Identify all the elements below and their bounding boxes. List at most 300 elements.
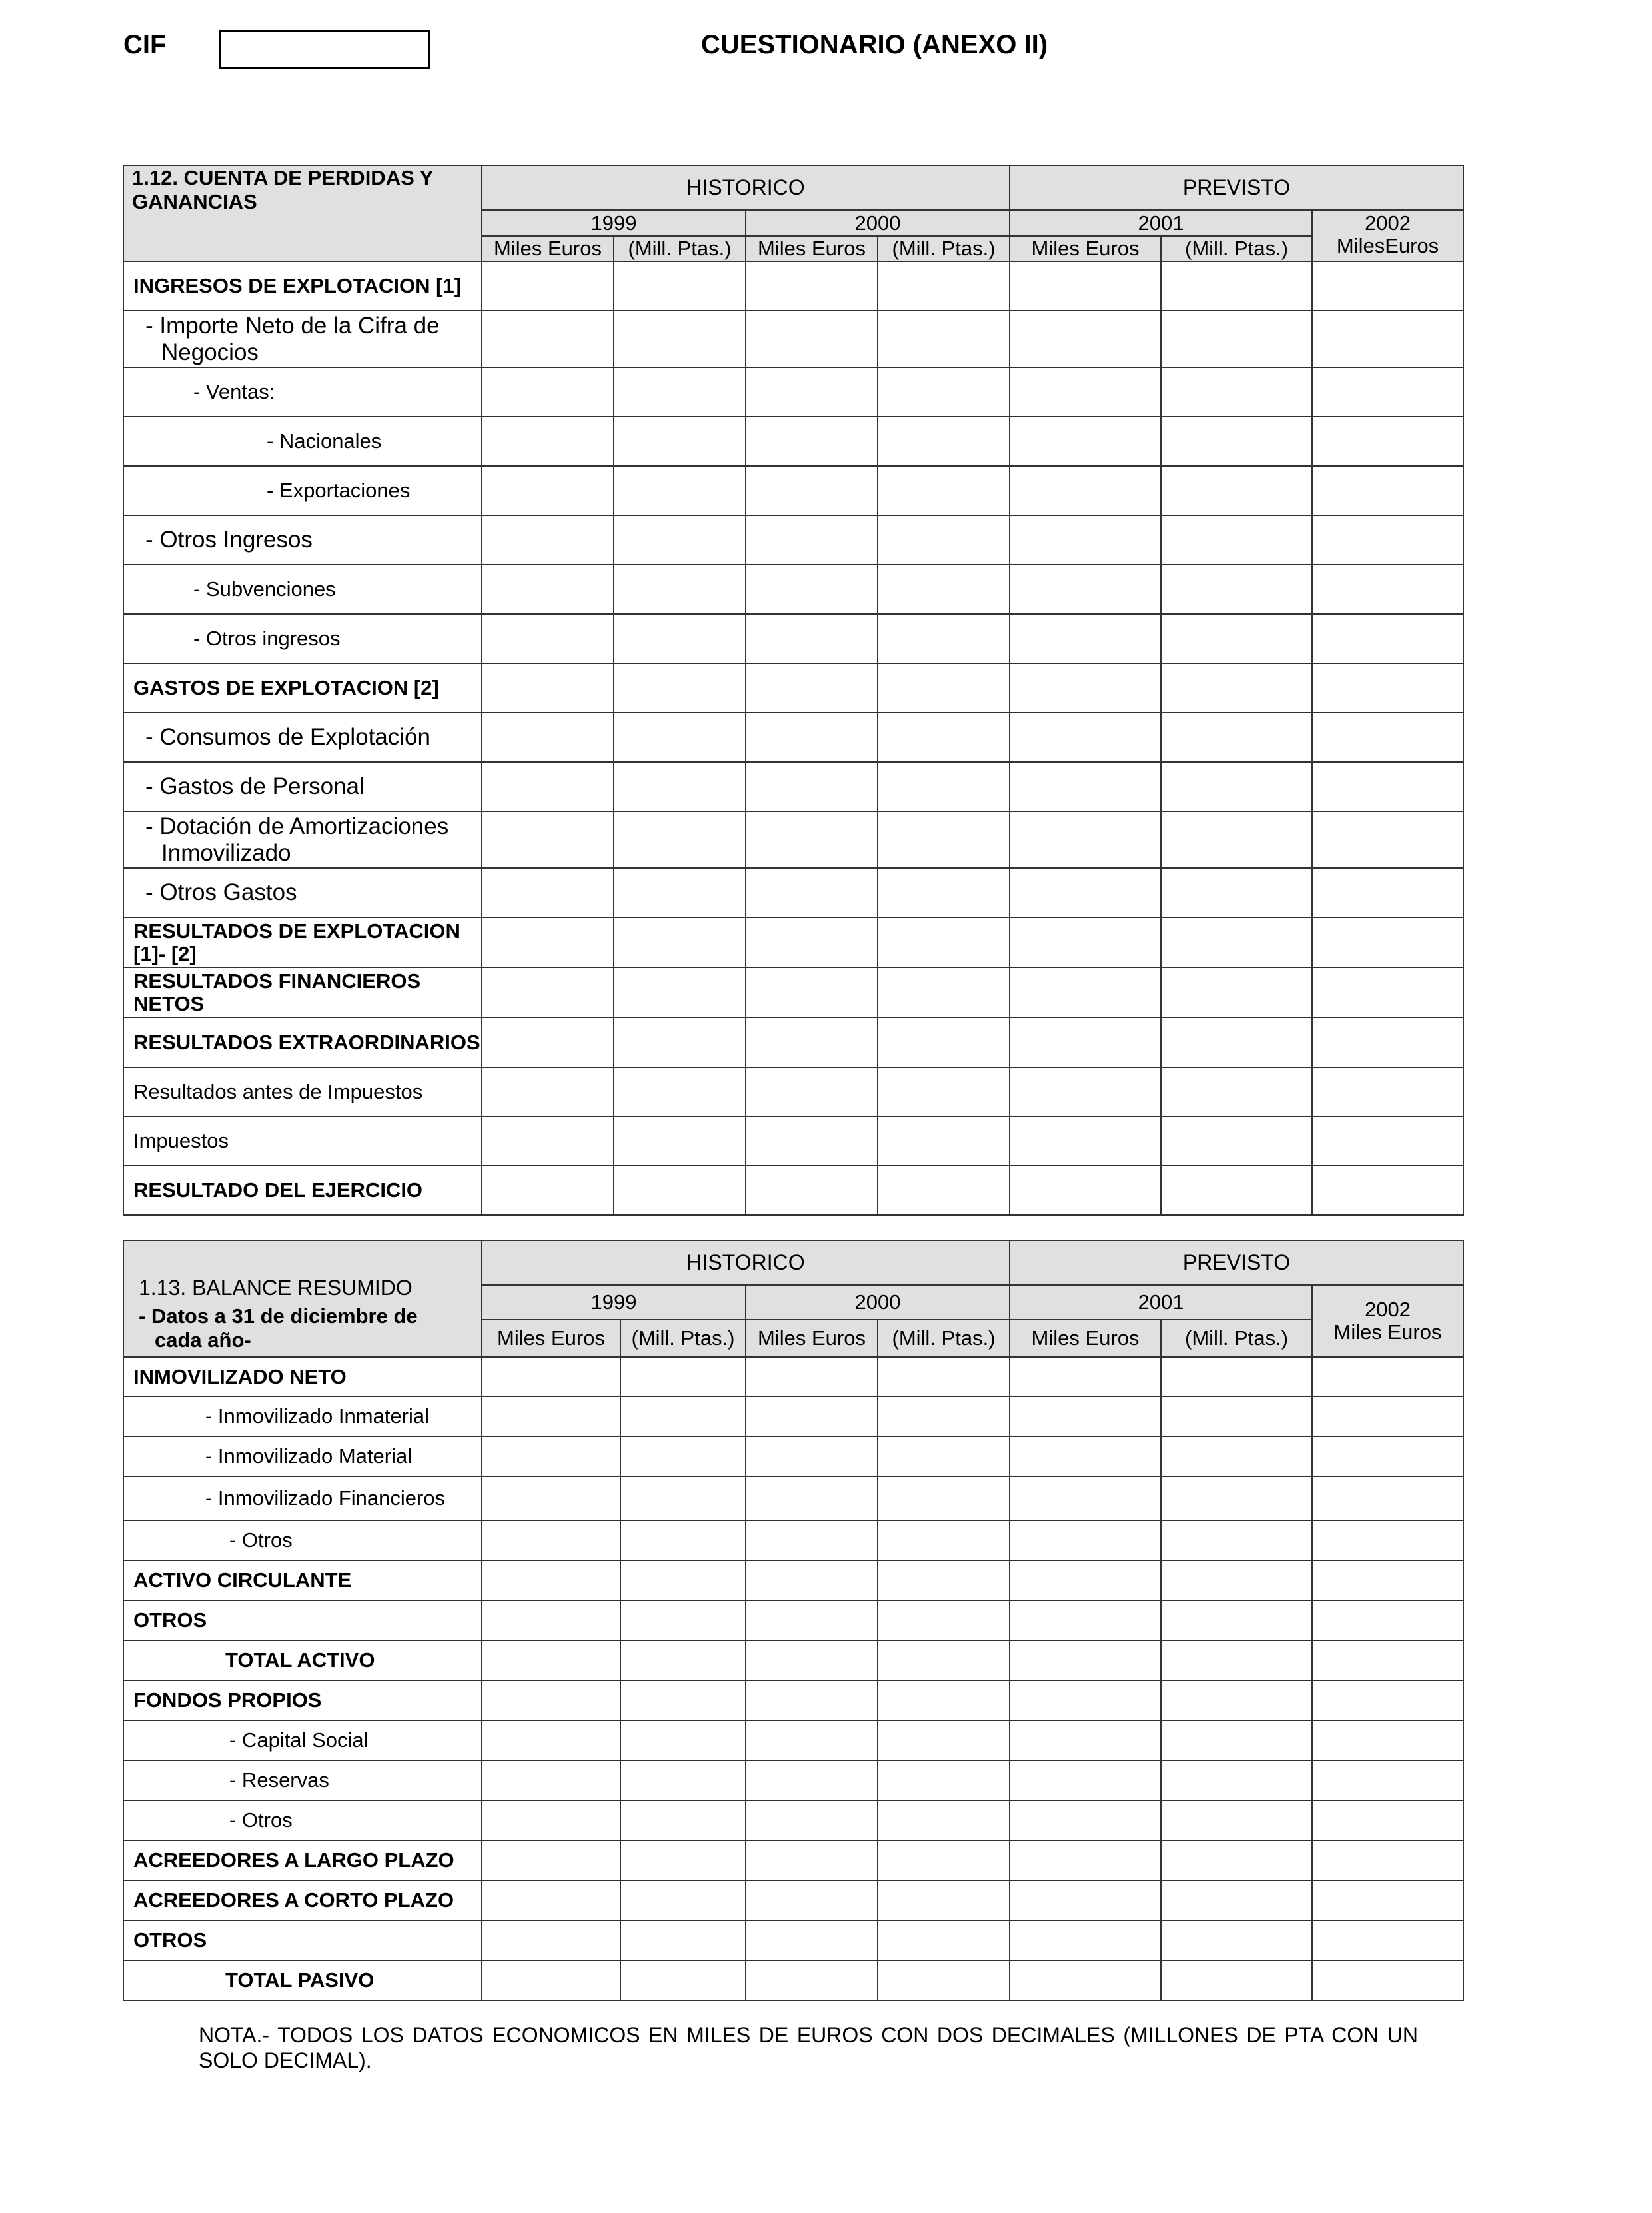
value-cell[interactable] <box>1010 466 1161 515</box>
value-cell[interactable] <box>1161 1800 1312 1840</box>
value-cell[interactable] <box>1161 1600 1312 1640</box>
value-cell[interactable] <box>1161 1680 1312 1720</box>
value-cell[interactable] <box>482 1640 620 1680</box>
table-row <box>123 1560 1463 1600</box>
value-cell[interactable] <box>620 1880 746 1920</box>
value-cell[interactable] <box>482 1436 620 1476</box>
value-cell[interactable] <box>614 663 746 713</box>
row-label: ACREEDORES A CORTO PLAZO <box>123 1880 482 1920</box>
value-cell[interactable] <box>1010 967 1161 1017</box>
value-cell[interactable] <box>878 1520 1010 1560</box>
value-cell[interactable] <box>1161 1476 1312 1520</box>
value-cell[interactable] <box>620 1520 746 1560</box>
value-cell[interactable] <box>746 1476 878 1520</box>
value-cell[interactable] <box>482 1800 620 1840</box>
value-cell[interactable] <box>746 1067 878 1116</box>
value-cell[interactable] <box>1161 367 1312 417</box>
value-cell[interactable] <box>1161 614 1312 663</box>
value-cell[interactable] <box>878 1880 1010 1920</box>
value-cell[interactable] <box>1010 1840 1161 1880</box>
value-cell[interactable] <box>1312 713 1463 762</box>
value-cell[interactable] <box>1010 713 1161 762</box>
value-cell[interactable] <box>614 614 746 663</box>
value-cell[interactable] <box>1312 515 1463 565</box>
value-cell[interactable] <box>614 565 746 614</box>
value-cell[interactable] <box>620 1396 746 1436</box>
value-cell[interactable] <box>1010 1357 1161 1396</box>
value-cell[interactable] <box>878 663 1010 713</box>
value-cell[interactable] <box>1161 1560 1312 1600</box>
value-cell[interactable] <box>614 1067 746 1116</box>
value-cell[interactable] <box>1010 917 1161 967</box>
value-cell[interactable] <box>878 1760 1010 1800</box>
value-cell[interactable] <box>1312 1800 1463 1840</box>
value-cell[interactable] <box>1312 311 1463 367</box>
value-cell[interactable] <box>482 1067 614 1116</box>
value-cell[interactable] <box>482 1116 614 1166</box>
value-cell[interactable] <box>614 1166 746 1215</box>
value-cell[interactable] <box>1312 1520 1463 1560</box>
value-cell[interactable] <box>620 1920 746 1960</box>
value-cell[interactable] <box>1010 811 1161 868</box>
value-cell[interactable] <box>614 811 746 868</box>
value-cell[interactable] <box>1161 1880 1312 1920</box>
row-label: RESULTADOS DE EXPLOTACION [1]- [2] <box>123 917 482 967</box>
value-cell[interactable] <box>878 417 1010 466</box>
value-cell[interactable] <box>746 1396 878 1436</box>
value-cell[interactable] <box>746 261 878 311</box>
table-row <box>123 1476 1463 1520</box>
value-cell[interactable] <box>746 614 878 663</box>
value-cell[interactable] <box>878 1436 1010 1476</box>
value-cell[interactable] <box>878 1166 1010 1215</box>
value-cell[interactable] <box>1312 917 1463 967</box>
value-cell[interactable] <box>1010 1880 1161 1920</box>
value-cell[interactable] <box>1010 311 1161 367</box>
value-cell[interactable] <box>482 1920 620 1960</box>
value-cell[interactable] <box>1161 466 1312 515</box>
value-cell[interactable] <box>1312 261 1463 311</box>
value-cell[interactable] <box>1010 1116 1161 1166</box>
value-cell[interactable] <box>878 311 1010 367</box>
value-cell[interactable] <box>482 917 614 967</box>
value-cell[interactable] <box>1161 967 1312 1017</box>
row-label: INGRESOS DE EXPLOTACION [1] <box>123 261 482 311</box>
value-cell[interactable] <box>878 868 1010 917</box>
value-cell[interactable] <box>1161 515 1312 565</box>
cif-input[interactable] <box>219 30 430 69</box>
value-cell[interactable] <box>878 261 1010 311</box>
value-cell[interactable] <box>620 1760 746 1800</box>
value-cell[interactable] <box>746 762 878 811</box>
value-cell[interactable] <box>614 762 746 811</box>
value-cell[interactable] <box>1010 1920 1161 1960</box>
value-cell[interactable] <box>1010 261 1161 311</box>
value-cell[interactable] <box>1161 261 1312 311</box>
value-cell[interactable] <box>1010 1436 1161 1476</box>
value-cell[interactable] <box>1010 1600 1161 1640</box>
value-cell[interactable] <box>1312 1680 1463 1720</box>
value-cell[interactable] <box>620 1840 746 1880</box>
value-cell[interactable] <box>878 1680 1010 1720</box>
value-cell[interactable] <box>878 1960 1010 2000</box>
table-row <box>123 663 1463 713</box>
previsto-header: PREVISTO <box>1010 165 1463 210</box>
row-label: ACTIVO CIRCULANTE <box>123 1560 482 1600</box>
table-row <box>123 1520 1463 1560</box>
value-cell[interactable] <box>482 1520 620 1560</box>
value-cell[interactable] <box>620 1960 746 2000</box>
value-cell[interactable] <box>1312 614 1463 663</box>
historico-header: HISTORICO <box>482 1240 1010 1285</box>
value-cell[interactable] <box>1010 515 1161 565</box>
table-row <box>123 614 1463 663</box>
value-cell[interactable] <box>482 811 614 868</box>
value-cell[interactable] <box>1312 762 1463 811</box>
value-cell[interactable] <box>746 1960 878 2000</box>
row-label: - Ventas: <box>123 367 482 417</box>
row-label: Impuestos <box>123 1116 482 1166</box>
value-cell[interactable] <box>1312 1560 1463 1600</box>
value-cell[interactable] <box>1010 1396 1161 1436</box>
value-cell[interactable] <box>1161 565 1312 614</box>
table-row <box>123 466 1463 515</box>
value-cell[interactable] <box>1010 1760 1161 1800</box>
value-cell[interactable] <box>1161 1520 1312 1560</box>
value-cell[interactable] <box>482 1017 614 1067</box>
value-cell[interactable] <box>1312 1116 1463 1166</box>
unit-mill-ptas: (Mill. Ptas.) <box>614 236 746 261</box>
value-cell[interactable] <box>1312 466 1463 515</box>
year-2002-label: 2002 <box>1365 1298 1411 1321</box>
value-cell[interactable] <box>878 1396 1010 1436</box>
value-cell[interactable] <box>746 663 878 713</box>
value-cell[interactable] <box>1312 1960 1463 2000</box>
value-cell[interactable] <box>746 1640 878 1680</box>
value-cell[interactable] <box>1010 1640 1161 1680</box>
value-cell[interactable] <box>1010 1520 1161 1560</box>
value-cell[interactable] <box>482 1396 620 1436</box>
value-cell[interactable] <box>1312 1720 1463 1760</box>
value-cell[interactable] <box>1010 367 1161 417</box>
value-cell[interactable] <box>1161 713 1312 762</box>
value-cell[interactable] <box>878 367 1010 417</box>
row-label: RESULTADOS FINANCIEROS NETOS <box>123 967 482 1017</box>
value-cell[interactable] <box>482 614 614 663</box>
row-label: RESULTADOS EXTRAORDINARIOS <box>123 1017 482 1067</box>
value-cell[interactable] <box>482 565 614 614</box>
value-cell[interactable] <box>746 811 878 868</box>
value-cell[interactable] <box>1161 311 1312 367</box>
value-cell[interactable] <box>746 311 878 367</box>
table-row <box>123 261 1463 311</box>
value-cell[interactable] <box>1312 1920 1463 1960</box>
value-cell[interactable] <box>878 1600 1010 1640</box>
value-cell[interactable] <box>482 515 614 565</box>
value-cell[interactable] <box>1161 1960 1312 2000</box>
value-cell[interactable] <box>1010 1720 1161 1760</box>
value-cell[interactable] <box>482 1680 620 1720</box>
value-cell[interactable] <box>746 417 878 466</box>
value-cell[interactable] <box>1161 811 1312 868</box>
row-label: - Otros Ingresos <box>123 515 482 565</box>
value-cell[interactable] <box>1312 1760 1463 1800</box>
value-cell[interactable] <box>482 762 614 811</box>
value-cell[interactable] <box>878 811 1010 868</box>
value-cell[interactable] <box>746 466 878 515</box>
year-2002-header <box>1312 1285 1463 1357</box>
table-row <box>123 868 1463 917</box>
table-row <box>123 1720 1463 1760</box>
value-cell[interactable] <box>1161 917 1312 967</box>
value-cell[interactable] <box>482 663 614 713</box>
value-cell[interactable] <box>1161 1760 1312 1800</box>
value-cell[interactable] <box>878 1640 1010 1680</box>
table-row <box>123 1760 1463 1800</box>
value-cell[interactable] <box>746 1357 878 1396</box>
value-cell[interactable] <box>1161 1920 1312 1960</box>
unit-miles-euros: Miles Euros <box>746 236 878 261</box>
value-cell[interactable] <box>1161 1720 1312 1760</box>
value-cell[interactable] <box>1161 1840 1312 1880</box>
value-cell[interactable] <box>878 762 1010 811</box>
table-row <box>123 1017 1463 1067</box>
value-cell[interactable] <box>620 1800 746 1840</box>
value-cell[interactable] <box>1312 1600 1463 1640</box>
value-cell[interactable] <box>614 466 746 515</box>
value-cell[interactable] <box>878 1800 1010 1840</box>
value-cell[interactable] <box>746 1436 878 1476</box>
value-cell[interactable] <box>746 1920 878 1960</box>
value-cell[interactable] <box>878 614 1010 663</box>
value-cell[interactable] <box>1010 614 1161 663</box>
value-cell[interactable] <box>482 1720 620 1760</box>
value-cell[interactable] <box>1010 1560 1161 1600</box>
value-cell[interactable] <box>746 967 878 1017</box>
value-cell[interactable] <box>482 967 614 1017</box>
row-label: Resultados antes de Impuestos <box>123 1067 482 1116</box>
value-cell[interactable] <box>878 1067 1010 1116</box>
value-cell[interactable] <box>746 1760 878 1800</box>
value-cell[interactable] <box>746 1600 878 1640</box>
value-cell[interactable] <box>746 1560 878 1600</box>
value-cell[interactable] <box>746 1116 878 1166</box>
value-cell[interactable] <box>746 1840 878 1880</box>
value-cell[interactable] <box>1312 565 1463 614</box>
value-cell[interactable] <box>482 417 614 466</box>
value-cell[interactable] <box>614 515 746 565</box>
value-cell[interactable] <box>620 1476 746 1520</box>
row-label: - Otros ingresos <box>123 614 482 663</box>
row-label: TOTAL PASIVO <box>123 1960 482 2000</box>
value-cell[interactable] <box>482 1840 620 1880</box>
value-cell[interactable] <box>1312 967 1463 1017</box>
table-row <box>123 515 1463 565</box>
value-cell[interactable] <box>482 1880 620 1920</box>
value-cell[interactable] <box>1010 762 1161 811</box>
value-cell[interactable] <box>746 1166 878 1215</box>
row-label: - Otros Gastos <box>123 868 482 917</box>
value-cell[interactable] <box>746 1800 878 1840</box>
value-cell[interactable] <box>620 1560 746 1600</box>
value-cell[interactable] <box>1161 762 1312 811</box>
row-label: - Reservas <box>123 1760 482 1800</box>
value-cell[interactable] <box>1312 1067 1463 1116</box>
table-row <box>123 1116 1463 1166</box>
value-cell[interactable] <box>1312 1396 1463 1436</box>
table-subtitle: - Datos a 31 de diciembre de cada año- <box>139 1304 418 1352</box>
value-cell[interactable] <box>878 466 1010 515</box>
value-cell[interactable] <box>482 1560 620 1600</box>
value-cell[interactable] <box>482 1600 620 1640</box>
year-2000-header: 2000 <box>746 1285 1010 1320</box>
value-cell[interactable] <box>746 367 878 417</box>
value-cell[interactable] <box>1312 868 1463 917</box>
value-cell[interactable] <box>1312 1880 1463 1920</box>
value-cell[interactable] <box>620 1640 746 1680</box>
value-cell[interactable] <box>482 261 614 311</box>
value-cell[interactable] <box>878 1920 1010 1960</box>
value-cell[interactable] <box>1312 1476 1463 1520</box>
value-cell[interactable] <box>746 1880 878 1920</box>
table-row <box>123 713 1463 762</box>
value-cell[interactable] <box>878 515 1010 565</box>
value-cell[interactable] <box>878 1357 1010 1396</box>
value-cell[interactable] <box>1010 1476 1161 1520</box>
value-cell[interactable] <box>482 1166 614 1215</box>
value-cell[interactable] <box>1312 417 1463 466</box>
value-cell[interactable] <box>878 713 1010 762</box>
value-cell[interactable] <box>620 1357 746 1396</box>
table-row <box>123 1166 1463 1215</box>
value-cell[interactable] <box>1312 1357 1463 1396</box>
value-cell[interactable] <box>1161 1357 1312 1396</box>
value-cell[interactable] <box>614 713 746 762</box>
value-cell[interactable] <box>1161 663 1312 713</box>
table-row <box>123 1880 1463 1920</box>
table-row <box>123 1067 1463 1116</box>
value-cell[interactable] <box>620 1436 746 1476</box>
table-title-cell <box>123 165 482 261</box>
value-cell[interactable] <box>746 1720 878 1760</box>
value-cell[interactable] <box>1010 417 1161 466</box>
value-cell[interactable] <box>614 917 746 967</box>
row-label: - Dotación de Amortizaciones Inmovilizado <box>123 811 482 868</box>
value-cell[interactable] <box>1161 1436 1312 1476</box>
value-cell[interactable] <box>620 1680 746 1720</box>
value-cell[interactable] <box>614 417 746 466</box>
value-cell[interactable] <box>746 515 878 565</box>
value-cell[interactable] <box>1161 417 1312 466</box>
value-cell[interactable] <box>1010 868 1161 917</box>
value-cell[interactable] <box>1312 1436 1463 1476</box>
row-label: - Inmovilizado Financieros <box>123 1476 482 1520</box>
value-cell[interactable] <box>614 1017 746 1067</box>
value-cell[interactable] <box>878 967 1010 1017</box>
value-cell[interactable] <box>1010 1166 1161 1215</box>
value-cell[interactable] <box>746 1680 878 1720</box>
value-cell[interactable] <box>746 868 878 917</box>
value-cell[interactable] <box>620 1720 746 1760</box>
value-cell[interactable] <box>1161 1640 1312 1680</box>
value-cell[interactable] <box>1010 1800 1161 1840</box>
value-cell[interactable] <box>878 1560 1010 1600</box>
value-cell[interactable] <box>1010 1067 1161 1116</box>
table-title: 1.12. CUENTA DE PERDIDAS Y GANANCIAS <box>132 166 433 213</box>
unit-mill-ptas: (Mill. Ptas.) <box>878 1320 1010 1357</box>
value-cell[interactable] <box>878 1840 1010 1880</box>
value-cell[interactable] <box>482 1476 620 1520</box>
value-cell[interactable] <box>746 1520 878 1560</box>
value-cell[interactable] <box>1010 1680 1161 1720</box>
unit-mill-ptas: (Mill. Ptas.) <box>1161 236 1312 261</box>
value-cell[interactable] <box>1161 1166 1312 1215</box>
row-label: OTROS <box>123 1920 482 1960</box>
value-cell[interactable] <box>482 367 614 417</box>
value-cell[interactable] <box>878 1720 1010 1760</box>
value-cell[interactable] <box>878 1017 1010 1067</box>
value-cell[interactable] <box>1312 1640 1463 1680</box>
value-cell[interactable] <box>878 917 1010 967</box>
page-title: CUESTIONARIO (ANEXO II) <box>701 30 1048 59</box>
value-cell[interactable] <box>1161 1396 1312 1436</box>
value-cell[interactable] <box>746 565 878 614</box>
value-cell[interactable] <box>878 1476 1010 1520</box>
value-cell[interactable] <box>482 713 614 762</box>
value-cell[interactable] <box>482 466 614 515</box>
value-cell[interactable] <box>614 311 746 367</box>
value-cell[interactable] <box>1010 565 1161 614</box>
value-cell[interactable] <box>1312 663 1463 713</box>
year-1999-header: 1999 <box>482 1285 746 1320</box>
value-cell[interactable] <box>878 1116 1010 1166</box>
value-cell[interactable] <box>620 1600 746 1640</box>
value-cell[interactable] <box>1161 1067 1312 1116</box>
value-cell[interactable] <box>1312 1017 1463 1067</box>
table-row <box>123 1396 1463 1436</box>
previsto-header: PREVISTO <box>1010 1240 1463 1285</box>
value-cell[interactable] <box>1010 663 1161 713</box>
value-cell[interactable] <box>1312 367 1463 417</box>
value-cell[interactable] <box>746 917 878 967</box>
value-cell[interactable] <box>1010 1017 1161 1067</box>
balance-table <box>123 1240 1464 2001</box>
value-cell[interactable] <box>614 967 746 1017</box>
value-cell[interactable] <box>1312 1840 1463 1880</box>
value-cell[interactable] <box>614 367 746 417</box>
value-cell[interactable] <box>878 565 1010 614</box>
table-row <box>123 1640 1463 1680</box>
value-cell[interactable] <box>482 311 614 367</box>
value-cell[interactable] <box>482 1760 620 1800</box>
value-cell[interactable] <box>746 713 878 762</box>
value-cell[interactable] <box>746 1017 878 1067</box>
value-cell[interactable] <box>614 868 746 917</box>
value-cell[interactable] <box>1161 1017 1312 1067</box>
value-cell[interactable] <box>1312 1166 1463 1215</box>
value-cell[interactable] <box>482 868 614 917</box>
value-cell[interactable] <box>1010 1960 1161 2000</box>
value-cell[interactable] <box>1312 811 1463 868</box>
table-row <box>123 1800 1463 1840</box>
value-cell[interactable] <box>614 1116 746 1166</box>
value-cell[interactable] <box>482 1960 620 2000</box>
table-row <box>123 311 1463 367</box>
value-cell[interactable] <box>1161 1116 1312 1166</box>
value-cell[interactable] <box>1161 868 1312 917</box>
value-cell[interactable] <box>482 1357 620 1396</box>
value-cell[interactable] <box>614 261 746 311</box>
